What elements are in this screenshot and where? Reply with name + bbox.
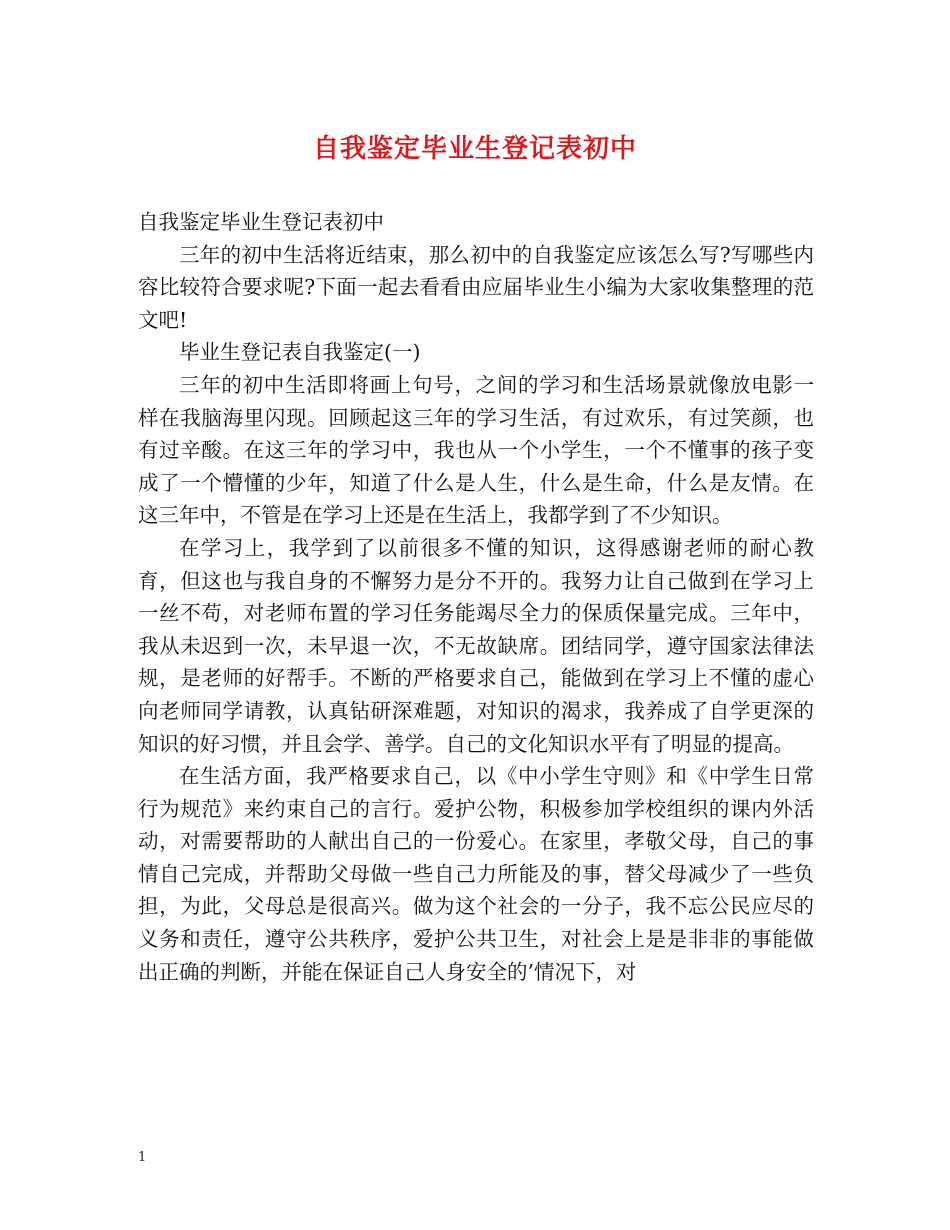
body-paragraph-heading: 自我鉴定毕业生登记表初中 — [138, 210, 384, 234]
document-body — [138, 206, 814, 988]
document-title: 自我鉴定毕业生登记表初中 — [312, 134, 637, 164]
body-paragraph: 三年的初中生活即将画上句号，之间的学习和生活场景就像放电影一样在我脑海里闪现。回顾起这三年的学习生活，有过欢乐，有过笑颜，也有过辛酸。在这三年的学习中，我也从一个小学生，一个不懂事的孩子变成了一个懵懂的少年，知道了什么是人生，什么是生命，什么是友情。在这三年中，不管是在学习上还是在生活上，我都学到了不少知识。 — [138, 372, 814, 528]
body-paragraph: 在学习上，我学到了以前很多不懂的知识，这得感谢老师的耐心教育，但这也与我自身的不懈努力是分不开的。我努力让自己做到在学习上一丝不苟，对老师布置的学习任务能竭尽全力的保质保量完成。三年中，我从未迟到一次，未早退一次，不无故缺席。团结同学，遵守国家法律法规，是老师的好帮手。不断的严格要求自己，能做到在学习上不懂的虚心向老师同学请教，认真钻研深难题，对知识的渴求，我养成了自学更深的知识的好习惯，并且会学、善学。自己的文化知识水平有了明显的提高。 — [138, 535, 814, 756]
page-number: 1 — [138, 1150, 147, 1165]
section-heading: 毕业生登记表自我鉴定(一) — [179, 340, 421, 365]
body-paragraph: 在生活方面，我严格要求自己，以《中小学生守则》和《中学生日常行为规范》来约束自己的言行。爱护公物，积极参加学校组织的课内外活动，对需要帮助的人献出自己的一份爱心。在家里，孝敬父母，自己的事情自己完成，并帮助父母做一些自己力所能及的事，替父母减少了一些负担，为此，父母总是很高兴。做为这个社会的一分子，我不忘公民应尽的义务和责任，遵守公共秩序，爱护公共卫生，对社会上是是非非的事能做出正确的判断，并能在保证自己人身安全的’情况下，对 — [138, 764, 814, 984]
body-paragraph-intro: 三年的初中生活将近结束，那么初中的自我鉴定应该怎么写?写哪些内容比较符合要求呢?下面一起去看看由应届毕业生小编为大家收集整理的范文吧! — [138, 242, 814, 332]
